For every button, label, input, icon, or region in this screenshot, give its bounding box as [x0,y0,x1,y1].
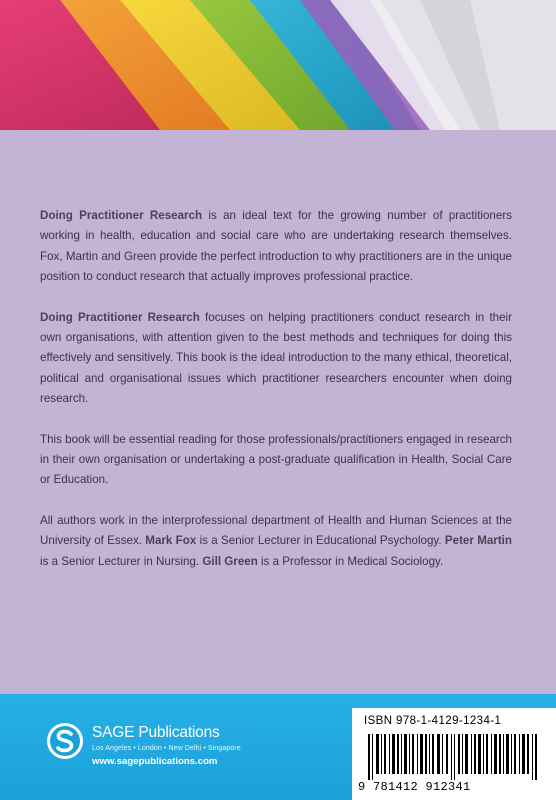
authors-intro: All authors work in the interprofessional department of Health and Human Sciences at the University of Essex. [40,513,512,548]
colored-folders-image [0,0,556,130]
author-role-fox: is a Senior Lecturer in Educational Psychology. [196,534,445,548]
author-name-fox: Mark Fox [145,534,197,548]
book-title-bold: Doing Practitioner Research [40,209,203,222]
publisher-url[interactable]: www.sagepublications.com [92,756,218,767]
author-role-green: is a Professor in Medical Sociology. [257,554,444,568]
author-name-green: Gill Green [202,554,258,568]
author-role-martin: is a Senior Lecturer in Nursing. [40,554,203,568]
back-cover-text-panel [0,130,556,694]
paragraph-text: This book will be essential reading for those professionals/practitioners engaged in research in their own organisation or undertaking a post-graduate qualification in Health, Social Care or Education. [40,432,512,487]
blurb-text [40,206,512,592]
author-name-martin: Peter Martin [444,534,512,548]
blurb-paragraph-3 [40,430,512,491]
ean-number: 9 781412 912341 [358,780,471,794]
publisher-cities: Los Angeles • London • New Delhi • Singapore [92,745,241,752]
paragraph-text: is an ideal text for the growing number of practitioners working in health, education and social care who are undertaking research themselves. Fox, Martin and Green provide the perfect introduction to why practitioners are in the unique position to conduct research that actually improves professional practice. [40,209,512,284]
publisher-name: SAGE Publications [92,724,220,741]
book-title-bold: Doing Practitioner Research [40,310,200,324]
barcode-bars-icon [368,734,540,780]
blurb-paragraph-1 [40,206,512,288]
isbn-label: ISBN 978-1-4129-1234-1 [364,715,502,727]
publisher-footer [0,694,556,800]
paragraph-text: focuses on helping practitioners conduct research in their own organisations, with attention given to the best methods and techniques for doing this effectively and sensitively. This book is the ideal introduction to the many ethical, theoretical, political and organisational issues which practitioner researchers encounter when doing research. [40,310,512,406]
authors-paragraph [40,511,512,572]
blurb-paragraph-2 [40,308,512,410]
sage-s-logo-icon [46,722,84,760]
cover-photo-folders [0,0,556,130]
isbn-barcode [352,708,556,800]
